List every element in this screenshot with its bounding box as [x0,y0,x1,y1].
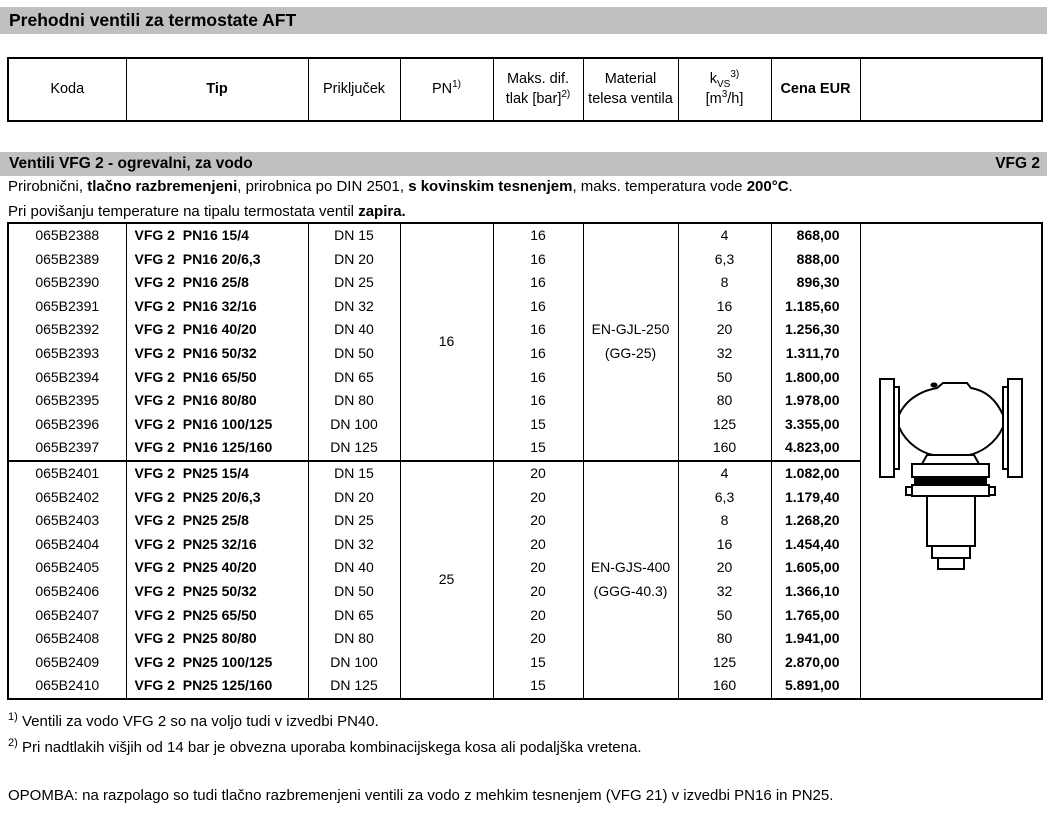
cell-type: VFG 2 PN25 65/50 [126,604,308,628]
cell-kvs: 80 [678,627,771,651]
cell-connection: DN 100 [308,413,400,437]
cell-material-merged [583,223,678,461]
cell-max-dif: 20 [493,461,583,486]
col-header-material [583,58,678,121]
cell-connection: DN 32 [308,533,400,557]
cell-connection: DN 40 [308,556,400,580]
kvs-symbol: $k_{VS}^{3)}$ [709,69,740,90]
cell-code: 065B2407 [8,604,126,628]
cell-price: 1.605,00 [771,556,860,580]
cell-code: 065B2409 [8,651,126,675]
cell-connection: DN 65 [308,604,400,628]
description-line-2: Pri povišanju temperature na tipalu termostata ventil zapira. [8,203,406,220]
cell-pn-merged: 25 [400,461,493,699]
cell-kvs: 32 [678,580,771,604]
cell-max-dif: 20 [493,580,583,604]
maks-dif-line2: tlak [bar]$^{2)}$ [505,88,571,107]
material-line2: telesa ventila [588,90,673,107]
col-header-koda: Koda [8,58,126,121]
cell-kvs: 4 [678,461,771,486]
cell-price: 1.185,60 [771,295,860,319]
cell-connection: DN 15 [308,223,400,248]
cell-code: 065B2396 [8,413,126,437]
cell-connection: DN 80 [308,389,400,413]
cell-connection: DN 32 [308,295,400,319]
cell-connection: DN 15 [308,461,400,486]
cell-price: 888,00 [771,248,860,272]
page-title: Prehodni ventili za termostate AFT [0,7,1047,34]
cell-type: VFG 2 PN16 15/4 [126,223,308,248]
cell-price: 1.978,00 [771,389,860,413]
cell-code: 065B2393 [8,342,126,366]
cell-type: VFG 2 PN25 32/16 [126,533,308,557]
cell-max-dif: 16 [493,342,583,366]
cell-type: VFG 2 PN25 25/8 [126,509,308,533]
cell-max-dif: 15 [493,413,583,437]
cell-code: 065B2408 [8,627,126,651]
cell-max-dif: 20 [493,627,583,651]
cell-code: 065B2392 [8,318,126,342]
cell-code: 065B2397 [8,436,126,461]
cell-type: VFG 2 PN16 50/32 [126,342,308,366]
cell-code: 065B2391 [8,295,126,319]
cell-price: 5.891,00 [771,674,860,699]
cell-price: 1.941,00 [771,627,860,651]
cell-price: 1.366,10 [771,580,860,604]
cell-code: 065B2395 [8,389,126,413]
cell-max-dif: 16 [493,248,583,272]
cell-connection: DN 125 [308,436,400,461]
cell-code: 065B2389 [8,248,126,272]
col-header-cena: Cena EUR [771,58,860,121]
cell-code: 065B2402 [8,486,126,510]
column-header-table [7,57,1043,122]
cell-connection: DN 80 [308,627,400,651]
cell-code: 065B2388 [8,223,126,248]
pn-footnote-mark: 1) [452,78,462,90]
maks-dif-line1: Maks. dif. [506,70,570,87]
cell-connection: DN 40 [308,318,400,342]
col-header-empty [860,58,1042,121]
cell-max-dif: 15 [493,674,583,699]
cell-price: 2.870,00 [771,651,860,675]
cell-connection: DN 25 [308,271,400,295]
cell-code: 065B2401 [8,461,126,486]
cell-max-dif: 15 [493,651,583,675]
material-line: EN-GJL-250 [591,321,670,338]
col-header-prikljucek: Priključek [308,58,400,121]
table-row [8,223,1042,248]
cell-code: 065B2405 [8,556,126,580]
cell-kvs: 160 [678,436,771,461]
cell-kvs: 32 [678,342,771,366]
cell-type: VFG 2 PN16 100/125 [126,413,308,437]
cell-price: 896,30 [771,271,860,295]
cell-price: 3.355,00 [771,413,860,437]
cell-type: VFG 2 PN16 40/20 [126,318,308,342]
cell-type: VFG 2 PN16 25/8 [126,271,308,295]
cell-kvs: 20 [678,556,771,580]
cell-code: 065B2404 [8,533,126,557]
cell-code: 065B2406 [8,580,126,604]
cell-type: VFG 2 PN25 40/20 [126,556,308,580]
cell-price: 1.179,40 [771,486,860,510]
cell-max-dif: 20 [493,533,583,557]
col-header-tip: Tip [126,58,308,121]
section-code: VFG 2 [995,155,1040,172]
cell-price: 1.765,00 [771,604,860,628]
cell-connection: DN 25 [308,509,400,533]
cell-connection: DN 50 [308,580,400,604]
cell-max-dif: 20 [493,486,583,510]
header-row [8,58,1042,121]
material-line: EN-GJS-400 [590,559,671,576]
cell-type: VFG 2 PN25 80/80 [126,627,308,651]
cell-max-dif: 15 [493,436,583,461]
footnotes [8,709,1047,809]
cell-kvs: 8 [678,271,771,295]
section-bar [0,152,1047,176]
cell-kvs: 8 [678,509,771,533]
cell-price: 1.268,20 [771,509,860,533]
cell-kvs: 125 [678,651,771,675]
col-header-pn [400,58,493,121]
cell-max-dif: 20 [493,509,583,533]
material-line: (GGG-40.3) [593,582,668,599]
cell-kvs: 4 [678,223,771,248]
cell-price: 1.454,40 [771,533,860,557]
material-line: (GG-25) [604,344,657,361]
cell-price: 1.256,30 [771,318,860,342]
cell-kvs: 50 [678,366,771,390]
cell-code: 065B2410 [8,674,126,699]
cell-kvs: 160 [678,674,771,699]
footnote-2: $^{2)}$ Pri nadtlakih višjih od 14 bar je obvezna uporaba kombinacijskega kosa ali podaljška vretena. [8,737,642,756]
cell-max-dif: 20 [493,556,583,580]
cell-code: 065B2394 [8,366,126,390]
cell-max-dif: 16 [493,366,583,390]
cell-type: VFG 2 PN25 100/125 [126,651,308,675]
kvs-unit: $[m^3/h]$ [705,88,744,107]
cell-connection: DN 20 [308,486,400,510]
cell-max-dif: 20 [493,604,583,628]
cell-price: 1.311,70 [771,342,860,366]
note-text: OPOMBA: na razpolago so tudi tlačno razbremenjeni ventili za vodo z mehkim tesnenjem (VFG 21) v izvedbi PN16 in PN25. [8,787,834,804]
cell-code: 065B2403 [8,509,126,533]
cell-type: VFG 2 PN16 80/80 [126,389,308,413]
cell-kvs: 16 [678,295,771,319]
description-line-1: Prirobnični, tlačno razbremenjeni, prirobnica po DIN 2501, s kovinskim tesnenjem, maks. temperatura vode 200°C. [8,178,793,195]
cell-max-dif: 16 [493,295,583,319]
cell-kvs: 125 [678,413,771,437]
cell-type: VFG 2 PN16 65/50 [126,366,308,390]
cell-type: VFG 2 PN25 125/160 [126,674,308,699]
pn-label: PN [431,80,453,97]
cell-type: VFG 2 PN25 20/6,3 [126,486,308,510]
cell-max-dif: 16 [493,223,583,248]
cell-code: 065B2390 [8,271,126,295]
cell-product-image [860,223,1042,699]
cell-max-dif: 16 [493,271,583,295]
valve-drawing [876,367,1026,570]
cell-type: VFG 2 PN16 32/16 [126,295,308,319]
cell-price: 1.082,00 [771,461,860,486]
cell-max-dif: 16 [493,318,583,342]
cell-kvs: 6,3 [678,486,771,510]
cell-material-merged [583,461,678,699]
cell-price: 4.823,00 [771,436,860,461]
cell-connection: DN 50 [308,342,400,366]
cell-kvs: 16 [678,533,771,557]
section-title: Ventili VFG 2 - ogrevalni, za vodo [9,155,253,172]
cell-kvs: 20 [678,318,771,342]
footnote-1: $^{1)}$ Ventili za vodo VFG 2 so na voljo tudi v izvedbi PN40. [8,711,379,730]
price-table-body [8,223,1042,699]
cell-connection: DN 125 [308,674,400,699]
cell-connection: DN 65 [308,366,400,390]
cell-connection: DN 100 [308,651,400,675]
cell-connection: DN 20 [308,248,400,272]
cell-kvs: 50 [678,604,771,628]
cell-kvs: 6,3 [678,248,771,272]
cell-type: VFG 2 PN16 125/160 [126,436,308,461]
cell-type: VFG 2 PN16 20/6,3 [126,248,308,272]
col-header-maks-dif [493,58,583,121]
cell-price: 868,00 [771,223,860,248]
description [8,174,1047,224]
cell-type: VFG 2 PN25 50/32 [126,580,308,604]
cell-pn-merged: 16 [400,223,493,461]
cell-max-dif: 16 [493,389,583,413]
price-table [7,222,1043,700]
cell-kvs: 80 [678,389,771,413]
material-line1: Material [604,70,657,87]
col-header-kvs [678,58,771,121]
cell-price: 1.800,00 [771,366,860,390]
cell-type: VFG 2 PN25 15/4 [126,461,308,486]
